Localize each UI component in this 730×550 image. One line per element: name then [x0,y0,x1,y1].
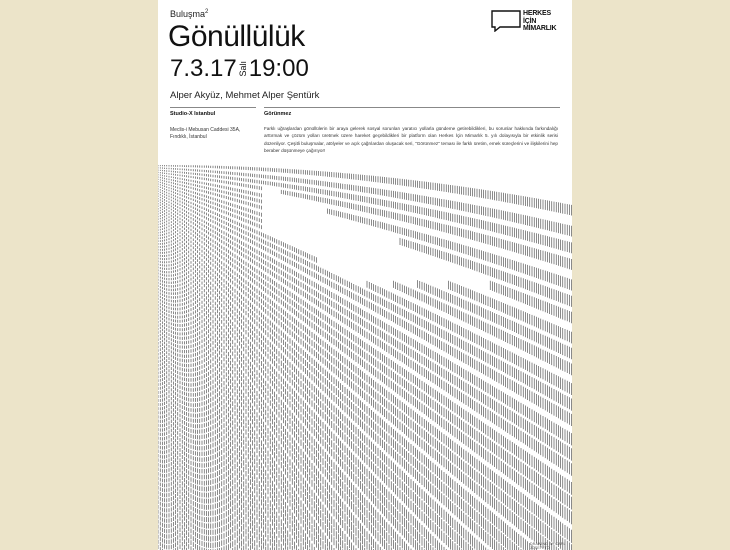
event-series [170,9,208,19]
event-day: Salı [237,61,248,77]
poster [158,0,572,550]
drawing-credit: DRAWING BY CARL JOSEFFTO [530,542,566,550]
series-number: 2 [205,9,209,15]
speech-bubble-icon [491,10,521,32]
venue-address: Meclis-i Mebusan Caddesi 35A, Fındıklı, İstanbul [170,127,241,140]
logo-line-1: HERKES [523,10,551,17]
line-pattern-artwork [158,160,572,550]
series-label: Buluşma [170,9,206,19]
logo-line-3: MİMARLIK [523,25,557,32]
event-title: Gönüllülük [168,20,305,53]
logo-line-2: İÇİN [523,17,537,25]
event-time: 19:00 [248,55,309,82]
event-date: 7.3.17 [170,55,237,82]
divider [170,107,256,108]
logo-text [523,10,556,33]
pattern-strokes [158,165,572,550]
about-heading: Görünmez [264,111,292,117]
venue-name: Studio-X Istanbul [170,111,216,117]
event-datetime [170,55,309,83]
speakers: Alper Akyüz, Mehmet Alper Şentürk [170,90,320,101]
divider [264,107,560,108]
about-body: Farklı uğraşlardan gönüllülerin bir araya gelerek sosyal sorunları yaratıcı yollarla gündeme getirebildikleri, bu sorunlar hakkında farkındalığı arttırmak ve çözüm yolları üretmek üzere hareket geçebildikleri bir platform olan Herkes İçin Mimarlık 5. yılı dolayısıyla bir etkinlik serisi düzenliyor. Çeşitli buluşmalar, atölyeler ve açık çağrılardan oluşacak seri, "Görünmez" teması ile farklı üretim, emek süreçlerini ve ilişkilerini hep beraber düşünmeye çağırıyor! [264,126,558,153]
pattern-hatching [158,165,572,550]
logo [491,10,556,33]
